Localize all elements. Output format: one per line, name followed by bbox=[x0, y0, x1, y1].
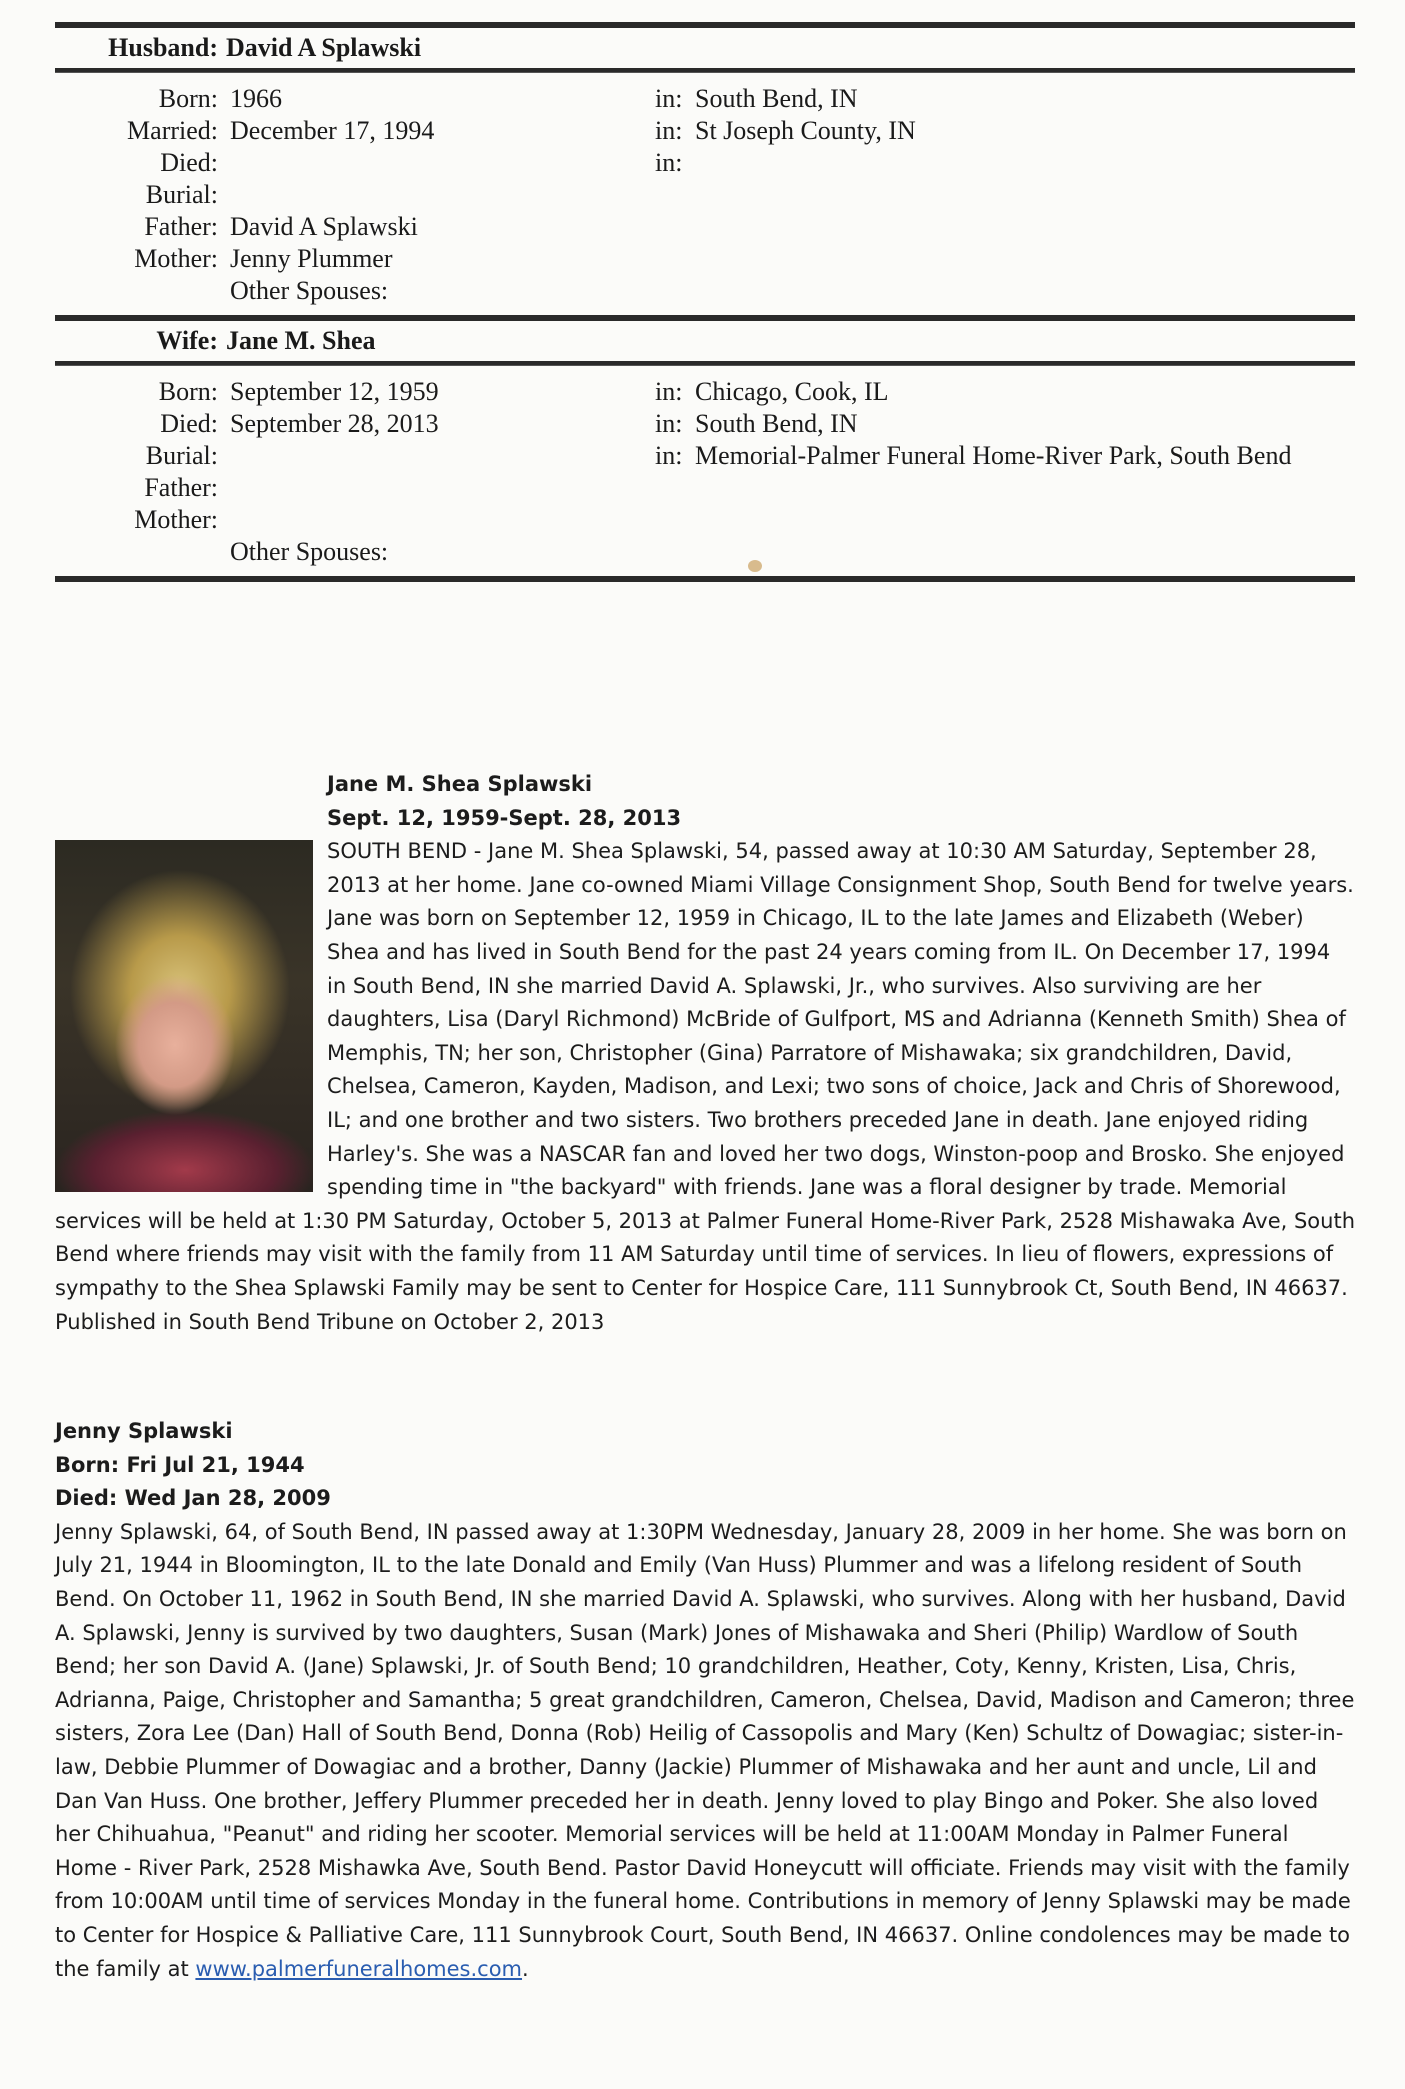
bottom-rule bbox=[55, 576, 1355, 582]
obit-jenny-name: Jenny Splawski bbox=[55, 1419, 233, 1443]
obit-jenny-body-wrap bbox=[55, 1516, 1355, 1986]
wife-place-value: Chicago, Cook, IL bbox=[695, 377, 889, 406]
wife-field-value: September 28, 2013 bbox=[230, 409, 439, 438]
husband-place-value: St Joseph County, IN bbox=[695, 116, 916, 145]
husband-place-value: South Bend, IN bbox=[695, 84, 858, 113]
wife-field-label: Died: bbox=[160, 409, 218, 438]
husband-place-label: in: bbox=[655, 84, 683, 113]
funeral-home-link[interactable]: www.palmerfuneralhomes.com bbox=[195, 1956, 523, 1981]
family-group-sheet bbox=[55, 0, 1355, 582]
husband-field-label: Married: bbox=[127, 116, 218, 145]
obit-jenny-body: Jenny Splawski, 64, of South Bend, IN passed away at 1:30PM Wednesday, January 28, 2009 in her home. She was born on July 21, 1944 in Bloomington, IL to the late Donald and Emily (Van Huss) Plummer and was a lifelong resident of South Bend. On October 11, 1962 in South Bend, IN she married David A. Splawski, who survives. Along with her husband, David A. Splawski, Jenny is survived by two daughters, Susan (Mark) Jones of Mishawaka and Sheri (Philip) Wardlow of South Bend; her son David A. (Jane) Splawski, Jr. of South Bend; 10 grandchildren, Heather, Coty, Kenny, Kristen, Lisa, Chris, Adrianna, Paige, Christopher and Samantha; 5 great grandchildren, Cameron, Chelsea, David, Madison and Cameron; three sisters, Zora Lee (Dan) Hall of South Bend, Donna (Rob) Heilig of Cassopolis and Mary (Ken) Schultz of Dowagiac; sister-in-law, Debbie Plummer of Dowagiac and a brother, Danny (Jackie) Plummer of Mishawaka and her aunt and uncle, Lil and Dan Van Huss. One brother, Jeffery Plummer preceded her in death. Jenny loved to play Bingo and Poker. She also loved her Chihuahua, "Peanut" and riding her scooter. Memorial services will be held at 11:00AM Monday in Palmer Funeral Home - River Park, 2528 Mishawka Ave, South Bend. Pastor David Honeycutt will officiate. Friends may visit with the family from 10:00AM until time of services Monday in the funeral home. Contributions in memory of Jenny Splawski may be made to Center for Hospice & Palliative Care, 111 Sunnybrook Court, South Bend, IN 46637. Online condolences may be made to the family at bbox=[55, 1519, 1355, 1981]
obit-jane-name: Jane M. Shea Splawski bbox=[327, 772, 593, 796]
obit-jenny-born: Born: Fri Jul 21, 1944 bbox=[55, 1452, 305, 1477]
husband-place-label: in: bbox=[655, 116, 683, 145]
husband-field-value: 1966 bbox=[230, 84, 282, 113]
wife-place-value: South Bend, IN bbox=[695, 409, 858, 438]
obit-jenny-trailing: . bbox=[522, 1956, 529, 1981]
husband-label: Husband: bbox=[108, 33, 218, 62]
husband-row bbox=[55, 179, 1355, 211]
husband-row bbox=[55, 115, 1355, 147]
wife-header bbox=[55, 321, 1355, 361]
wife-row bbox=[55, 536, 1355, 568]
wife-field-value: September 12, 1959 bbox=[230, 377, 439, 406]
husband-field-value: Other Spouses: bbox=[230, 276, 389, 305]
husband-details bbox=[55, 73, 1355, 315]
wife-field-label: Burial: bbox=[145, 441, 218, 470]
wife-field-value: Other Spouses: bbox=[230, 537, 389, 566]
wife-field-label: Born: bbox=[158, 377, 218, 406]
husband-name: David A Splawski bbox=[226, 33, 422, 62]
obit-jane-dates: Sept. 12, 1959-Sept. 28, 2013 bbox=[327, 805, 682, 830]
husband-row bbox=[55, 211, 1355, 243]
husband-row bbox=[55, 147, 1355, 179]
husband-header bbox=[55, 28, 1355, 68]
husband-field-label: Burial: bbox=[145, 180, 218, 209]
wife-place-label: in: bbox=[655, 409, 683, 438]
obit-jane-published: Published in South Bend Tribune on October 2, 2013 bbox=[55, 1309, 605, 1334]
husband-row bbox=[55, 275, 1355, 307]
husband-place-label: in: bbox=[655, 148, 683, 177]
husband-field-value: December 17, 1994 bbox=[230, 116, 435, 145]
wife-place-label: in: bbox=[655, 377, 683, 406]
wife-place-value: Memorial-Palmer Funeral Home-River Park, South Bend bbox=[695, 441, 1292, 470]
wife-row bbox=[55, 376, 1355, 408]
husband-field-label: Died: bbox=[160, 148, 218, 177]
wife-row bbox=[55, 472, 1355, 504]
wife-name: Jane M. Shea bbox=[226, 326, 376, 355]
obit-jenny-died: Died: Wed Jan 28, 2009 bbox=[55, 1486, 331, 1511]
portrait-photo bbox=[55, 840, 313, 1192]
wife-row bbox=[55, 408, 1355, 440]
wife-row bbox=[55, 440, 1355, 472]
obituary-jane bbox=[55, 768, 1355, 1339]
wife-details bbox=[55, 366, 1355, 576]
paper-smudge bbox=[748, 560, 762, 572]
husband-field-label: Mother: bbox=[134, 244, 218, 273]
husband-row bbox=[55, 83, 1355, 115]
husband-row bbox=[55, 243, 1355, 275]
obituary-jenny bbox=[55, 1415, 1355, 1986]
wife-field-label: Mother: bbox=[134, 505, 218, 534]
wife-label: Wife: bbox=[156, 326, 218, 355]
husband-field-label: Father: bbox=[144, 212, 218, 241]
wife-field-label: Father: bbox=[144, 473, 218, 502]
husband-field-label: Born: bbox=[158, 84, 218, 113]
wife-place-label: in: bbox=[655, 441, 683, 470]
husband-field-value: Jenny Plummer bbox=[230, 244, 393, 273]
obit-jane-body: SOUTH BEND - Jane M. Shea Splawski, 54, passed away at 10:30 AM Saturday, September 28, 2013 at her home. Jane co-owned Miami Village Consignment Shop, South Bend for twelve years. Jane was born on September 12, 1959 in Chicago, IL to the late James and Elizabeth (Weber) Shea and has lived in South Bend for the past 24 years coming from IL. On December 17, 1994 in South Bend, IN she married David A. Splawski, Jr., who survives. Also surviving are her daughters, Lisa (Daryl Richmond) McBride of Gulfport, MS and Adrianna (Kenneth Smith) Shea of Memphis, TN; her son, Christopher (Gina) Parratore of Mishawaka; six grandchildren, David, Chelsea, Cameron, Kayden, Madison, and Lexi; two sons of choice, Jack and Chris of Shorewood, IL; and one brother and two sisters. Two brothers preceded Jane in death. Jane enjoyed riding Harley's. She was a NASCAR fan and loved her two dogs, Winston-poop and Brosko. She enjoyed spending time in "the backyard" with friends. Jane was a floral designer by trade. Memorial services will be held at 1:30 PM Saturday, October 5, 2013 at Palmer Funeral Home-River Park, 2528 Mishawaka Ave, South Bend where friends may visit with the family from 11 AM Saturday until time of services. In lieu of flowers, expressions of sympathy to the Shea Splawski Family may be sent to Center for Hospice Care, 111 Sunnybrook Ct, South Bend, IN 46637. bbox=[55, 839, 1356, 1300]
wife-row bbox=[55, 504, 1355, 536]
husband-field-value: David A Splawski bbox=[230, 212, 418, 241]
